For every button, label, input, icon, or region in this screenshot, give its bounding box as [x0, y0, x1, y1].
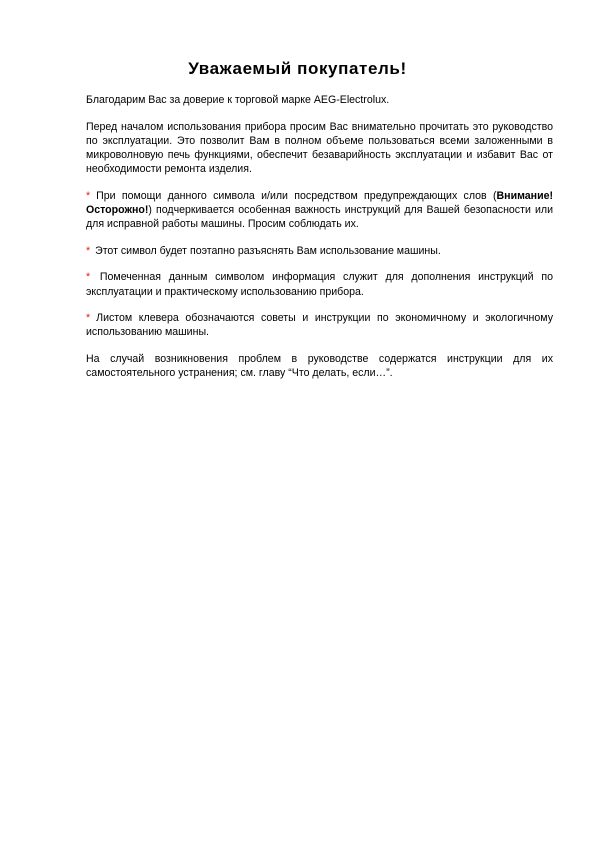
warning-words: Внимание! Осторожно! — [86, 189, 553, 216]
paragraph-clover-symbol — [86, 311, 553, 339]
clover-symbol-icon: * — [86, 312, 91, 325]
page-title: Уважаемый покупатель! — [188, 59, 407, 78]
paragraph-info-symbol — [86, 270, 553, 298]
paragraph-warning-symbol — [86, 189, 553, 232]
info-symbol-icon: * — [86, 271, 91, 284]
step-symbol-icon: * — [86, 244, 91, 257]
paragraph-intro: Перед началом использования прибора просим Вас внимательно прочитать это руководство по эксплуатации. Это позволит Вам в полном объеме пользоваться всеми заложенными в микроволновую печь функциями, обеспечит безаварийность эксплуатации и избавит Вас от необходимости ремонта изделия. — [86, 120, 553, 176]
warning-symbol-icon: * — [86, 189, 91, 202]
paragraph-thanks: Благодарим Вас за доверие к торговой марке AEG-Electrolux. — [86, 94, 390, 106]
warning-text-before: При помощи данного символа и/или посредством предупреждающих слов ( — [96, 189, 497, 202]
warning-text-after: ) подчеркивается особенная важность инструкций для Вашей безопасности или для исправной работы машины. Просим соблюдать их. — [86, 204, 553, 231]
step-symbol-text: Этот символ будет поэтапно разъяснять Вам использование машины. — [95, 244, 441, 257]
paragraph-troubleshooting: На случай возникновения проблем в руководстве содержатся инструкции для их самостоятельного устранения; см. главу “Что делать, если…”. — [86, 352, 553, 380]
info-symbol-text: Помеченная данным символом информация служит для дополнения инструкций по эксплуатации и практическому использованию прибора. — [86, 271, 553, 298]
clover-symbol-text: Листом клевера обозначаются советы и инструкции по экономичному и экологичному использованию машины. — [86, 312, 553, 339]
document-body — [86, 93, 553, 393]
paragraph-step-symbol — [86, 244, 553, 258]
